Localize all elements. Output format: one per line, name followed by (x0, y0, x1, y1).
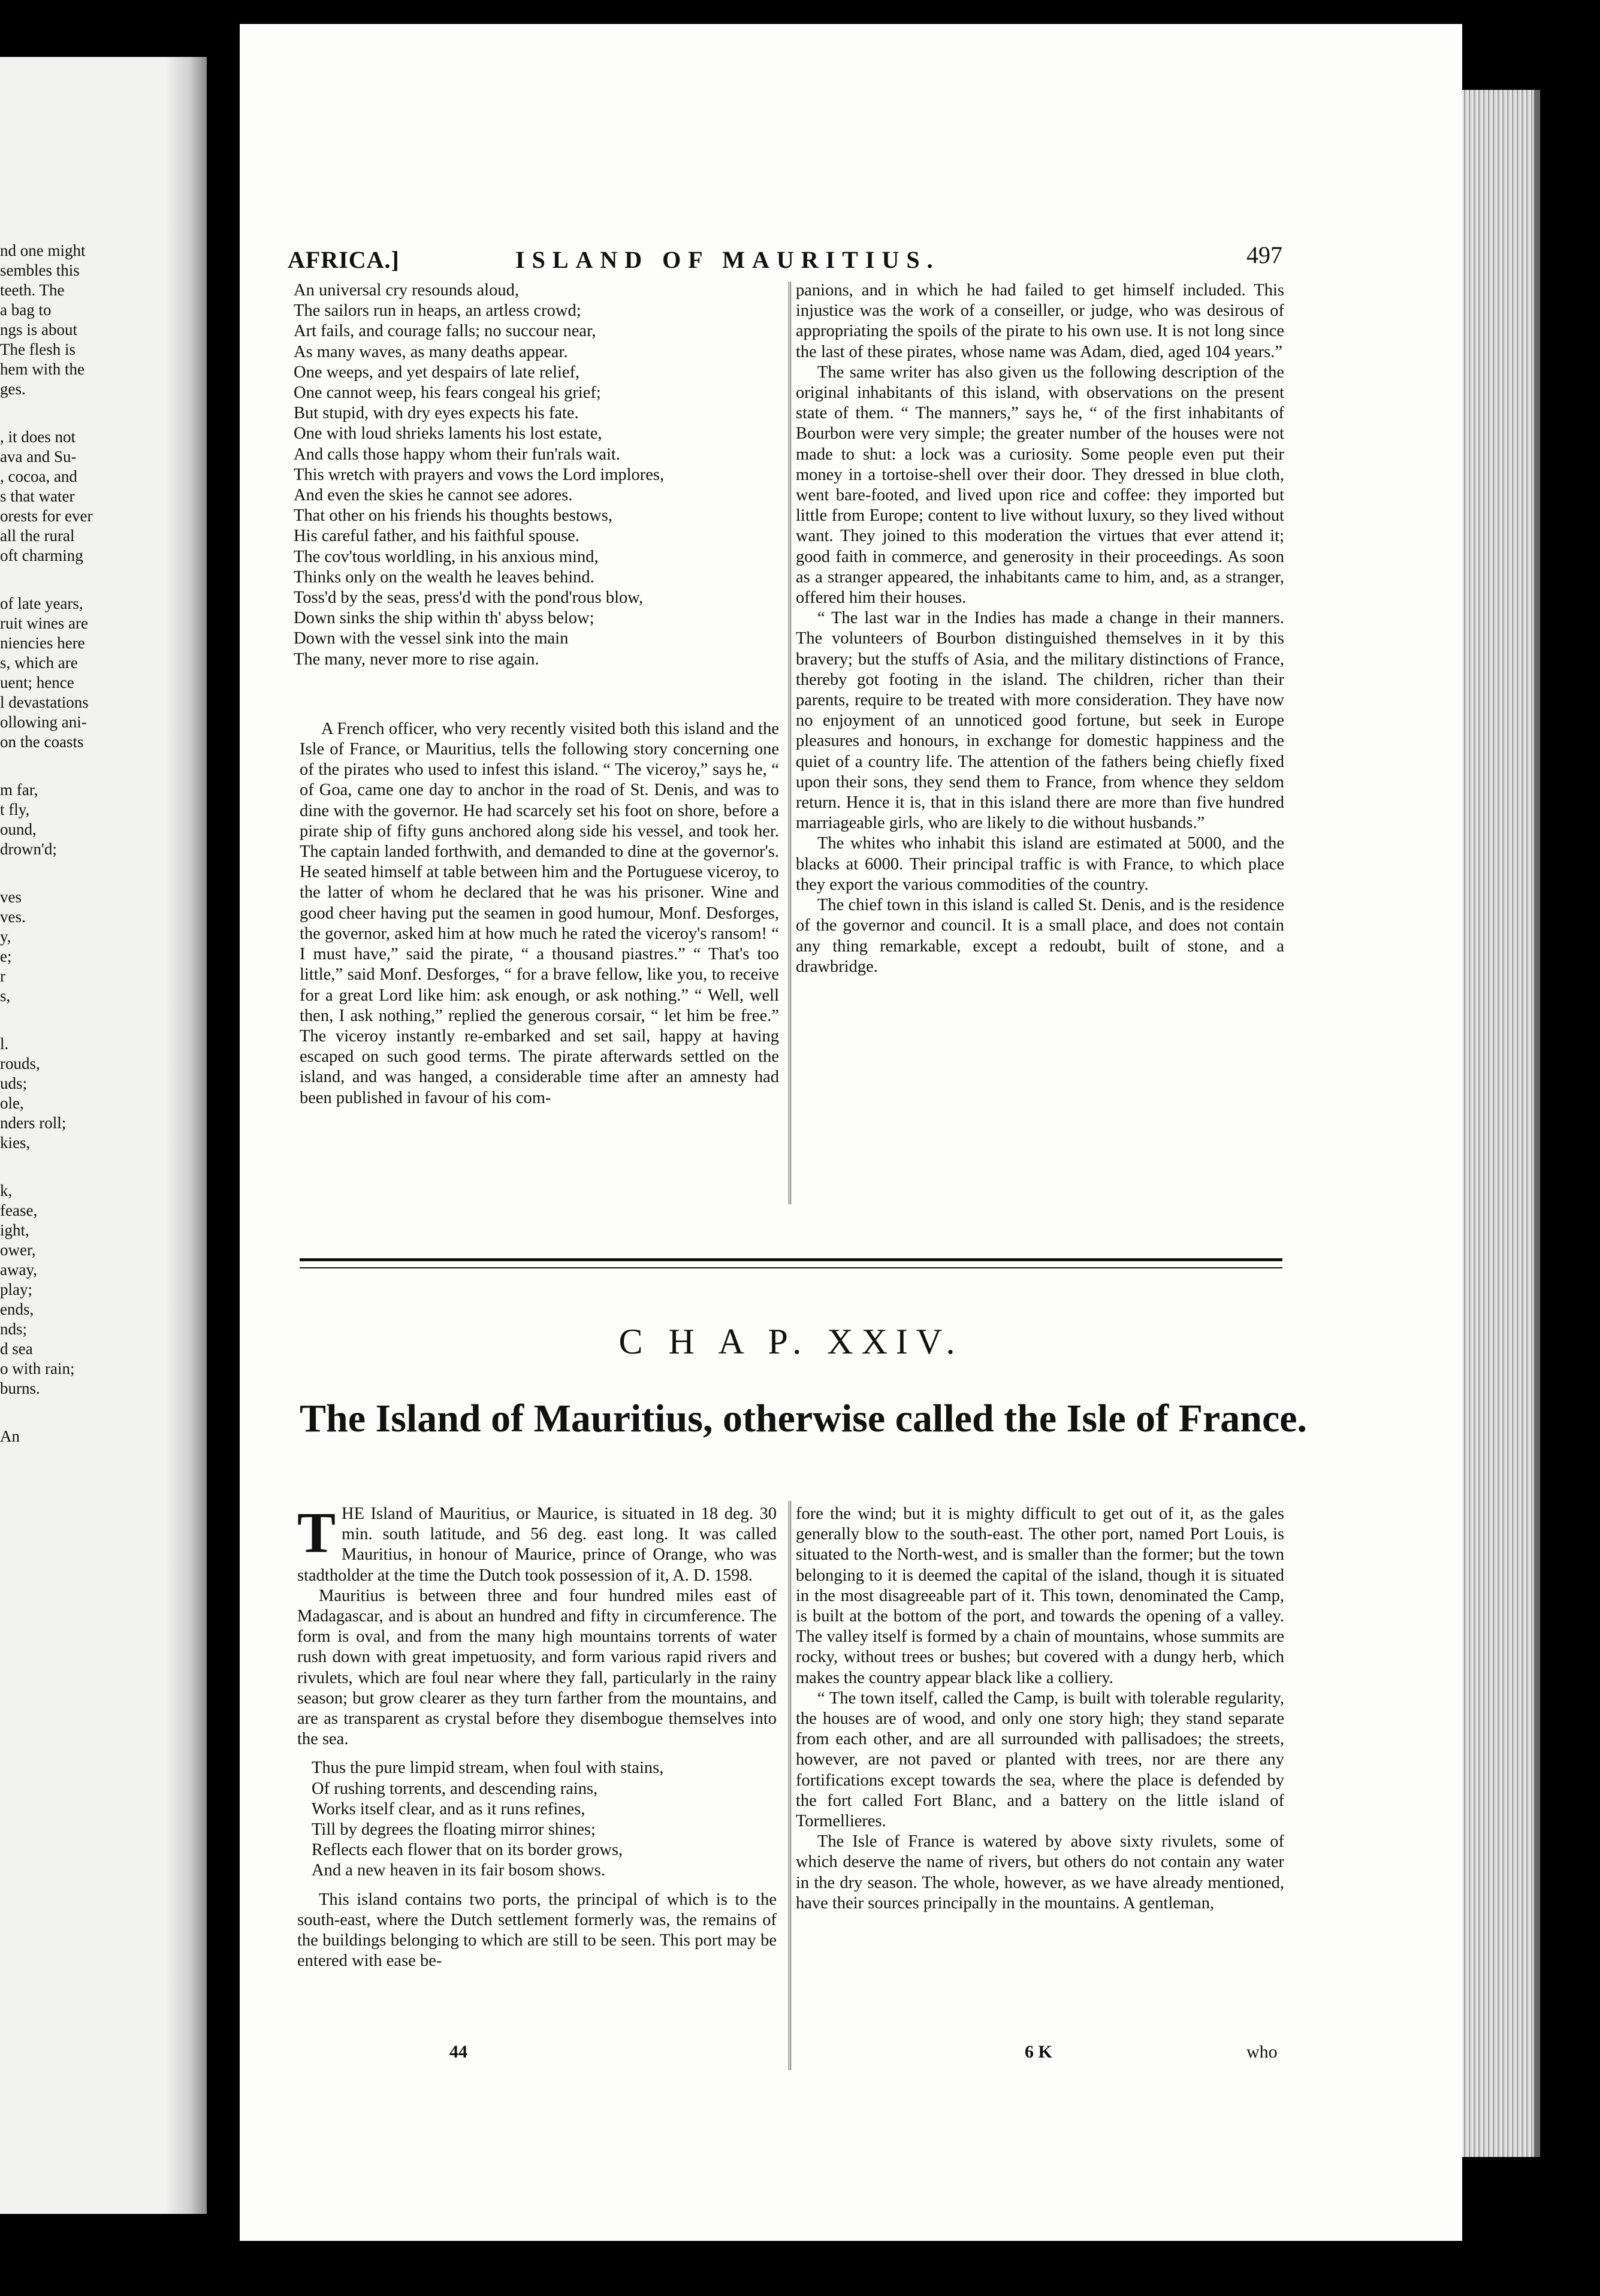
page-edges (1462, 90, 1540, 2157)
facing-page-fragment: kies, (0, 1134, 31, 1152)
body-paragraph: “ The last war in the Indies has made a change in their manners. The volunteers of Bourbon distinguished themselves in it by this bravery; but the stuffs of Asia, and the military distinctions of France, thereby got footing in the island. The children, richer than their parents, require to be treated with more consideration. They have now no enjoyment of an unnoticed good fortune, but seek in Europe pleasures and honours, in exchange for domestic happiness and the quiet of a country life. The attention of the fathers being chiefly fixed upon their sons, they send them to France, from whence they seldom return. Hence it is, that in this island there are more than five hundred marriageable girls, who are likely to die without husbands.” (796, 609, 1284, 833)
column-rule-upper (789, 282, 791, 1204)
drop-cap: T (297, 1500, 336, 1564)
facing-page-fragment: ower, (0, 1241, 36, 1259)
verse-line: One weeps, and yet despairs of late relief, (294, 362, 580, 382)
facing-page-fragment: An (0, 1427, 20, 1445)
poem-shipwreck (294, 280, 779, 670)
facing-page-fragment: all the rural (0, 527, 75, 545)
facing-page-fragment: ound, (0, 820, 37, 838)
verse-line: That other on his friends his thoughts bestows, (294, 506, 612, 525)
verse-line: Art fails, and courage falls; no succour near, (294, 322, 596, 341)
chapter-number: C H A P. XXIV. (618, 1322, 964, 1361)
facing-page-fragment: t fly, (0, 800, 30, 818)
facing-page-fragment: ava and Su- (0, 448, 77, 466)
poem-stream (312, 1758, 777, 1881)
facing-page-fragment: ollowing ani- (0, 713, 87, 731)
facing-page (0, 57, 207, 2214)
verse-line: Down with the vessel sink into the main (294, 629, 569, 648)
facing-page-fragment: ight, (0, 1221, 29, 1239)
facing-page-fragment: ngs is about (0, 321, 78, 339)
column-rule-lower (789, 1501, 791, 2070)
facing-page-fragment: a bag to (0, 301, 52, 319)
running-head-title: ISLAND OF MAURITIUS. (515, 246, 940, 273)
verse-line: And a new heaven in its fair bosom shows. (312, 1861, 605, 1880)
facing-page-fragment: nd one might (0, 241, 86, 259)
facing-page-fragment: s that water (0, 487, 75, 505)
verse-line: As many waves, as many deaths appear. (294, 342, 568, 361)
facing-page-fragment: uent; hence (0, 673, 74, 691)
verse-line: Thus the pure limpid stream, when foul with stains, (312, 1759, 664, 1778)
body-paragraph: The Isle of France is watered by above sixty rivulets, some of which deserve the name of rivers, but others do not contain any water in the dry season. The whole, however, as we have already mentioned, have their sources principally in the mountains. A gentleman, (796, 1832, 1284, 1913)
facing-page-fragment: sembles this (0, 261, 80, 279)
facing-page-fragment: ends, (0, 1300, 34, 1318)
lower-right-column (796, 1504, 1284, 1914)
facing-page-fragment: d sea (0, 1340, 33, 1358)
facing-page-fragment: teeth. The (0, 281, 65, 299)
upper-right-column (796, 280, 1284, 977)
chapter-title: The Island of Mauritius, otherwise called the Isle of France. (300, 1397, 1308, 1440)
facing-page-fragment: ges. (0, 380, 26, 398)
body-paragraph: fore the wind; but it is mighty difficult to get out of it, as the gales generally blow to the south-east. The other port, named Port Louis, is situated to the North-west, and is smaller than the former; but the town belonging to it is deemed the capital of the island, though it is situated in the most disagreeable part of it. This town, denominated the Camp, is built at the bottom of the port, and towards the opening of a valley. The valley itself is formed by a chain of mountains, whose summits are rocky, without trees or bushes; but covered with a dungy herb, which makes the country appear black like a colliery. (796, 1505, 1284, 1687)
facing-page-fragment: nds; (0, 1320, 28, 1338)
facing-page-fragment: hem with the (0, 360, 84, 378)
facing-page-fragment: , it does not (0, 428, 76, 446)
body-paragraph: The chief town in this island is called St. Denis, and is the residence of the governor and council. It is a small place, and does not contain any thing remarkable, except a redoubt, built of stone, and a drawbridge. (796, 896, 1284, 976)
facing-page-fragment: oft charming (0, 546, 83, 564)
facing-page-fragment: y, (0, 928, 11, 945)
body-paragraph: “ The town itself, called the Camp, is built with tolerable regularity, the houses are of wood, and only one story high; they stand separate from each other, and are all surrounded with pallisadoes; the streets, however, are not paved or planted with trees, nor are there any fortifications except towards the sea, where the place is defended by the fort called Fort Blanc, and a battery on the little island of Tormellieres. (796, 1688, 1284, 1831)
facing-page-fragment: nders roll; (0, 1114, 67, 1132)
page-number: 497 (1246, 241, 1282, 268)
facing-page-fragment: s, (0, 987, 11, 1005)
verse-line: An universal cry resounds aloud, (294, 281, 519, 300)
verse-line: Toss'd by the seas, press'd with the pond'rous blow, (294, 588, 644, 608)
facing-page-fragment: rouds, (0, 1055, 40, 1073)
facing-page-fragment: m far, (0, 781, 38, 799)
verse-line: And even the skies he cannot see adores. (294, 486, 573, 505)
verse-line: The sailors run in heaps, an artless crowd; (294, 301, 581, 321)
pirate-story-paragraph: A French officer, who very recently visited both this island and the Isle of France, or Mauritius, tells the following story concerning one of the pirates who used to infest this island. “ The viceroy,” says he, “ of Goa, came one day to anchor in the road of St. Denis, and was to dine with the governor. He had scarcely set his foot on shore, before a pirate ship of fifty guns anchored along side his vessel, and took her. The captain landed forthwith, and demanded to dine at the governor's. He seated himself at table between him and the Portuguese viceroy, to the latter of whom he declared that he was his prisoner. Wine and good cheer having put the seamen in good humour, Monf. Desforges, the governor, asked him at how much he rated the viceroy's ransom! “ I must have,” said the pirate, “ a thousand piastres.” “ That's too little,” said Monf. Desforges, “ for a brave fellow, like you, to receive for a great Lord like him: ask enough, or ask nothing.” “ Well, well then, I ask nothing,” replied the generous corsair, “ let him be free.” The viceroy instantly re-embarked and set sail, happy at having escaped on such good terms. The pirate afterwards settled on the island, and was hanged, a considerable time after an amnesty had been published in favour of his com- (300, 719, 779, 1107)
opening-paragraph (297, 1500, 777, 1586)
body-paragraph: The same writer has also given us the following description of the original inhabitants of this island, with observations on the present state of them. “ The manners,” says he, “ of the first inhabitants of Bourbon were very simple; the greater number of the houses were not made to shut: a lock was a curiosity. Some people even put their money in a tortoise-shell over their door. They dressed in blue cloth, went bare-footed, and lived upon rice and coffee: they imported but little from Europe; content to live without luxury, so they lived without want. They joined to this moderation the virtues that ever attend it; good faith in commerce, and generosity in their proceedings. As soon as a stranger appeared, the inhabitants came to him, and, as a stranger, offered him their houses. (796, 362, 1284, 608)
running-head-section: AFRICA.] (288, 246, 400, 273)
verse-line: But stupid, with dry eyes expects his fate. (294, 404, 579, 423)
facing-page-fragment: of late years, (0, 594, 83, 612)
facing-page-fragment: uds; (0, 1074, 28, 1092)
running-head (288, 241, 1282, 282)
verse-line: One with loud shrieks laments his lost estate, (294, 424, 602, 443)
verse-line: Works itself clear, and as it runs refines, (312, 1799, 585, 1818)
verse-line: Reflects each flower that on its border grows, (312, 1841, 623, 1860)
verse-line: Down sinks the ship within th' abyss below; (294, 609, 594, 628)
signature-mark: 44 (449, 2042, 467, 2062)
verse-line: The cov'tous worldling, in his anxious mind, (294, 547, 599, 566)
facing-page-fragment: play; (0, 1280, 32, 1298)
facing-page-fragment: orests for ever (0, 507, 93, 525)
facing-page-fragment: drown'd; (0, 840, 57, 858)
facing-page-fragment: The flesh is (0, 340, 76, 358)
facing-page-fragment: ruit wines are (0, 614, 88, 632)
facing-page-fragment: ole, (0, 1094, 24, 1112)
opening-paragraph-text: HE Island of Mauritius, or Maurice, is situated in 18 deg. 30 min. south latitude, and 56 deg. east long. It was called Mauritius, in honour of Maurice, prince of Orange, who was stadtholder at the time the Dutch took possession of it, A. D. 1598. (297, 1505, 777, 1585)
geography-paragraph: Mauritius is between three and four hundred miles east of Madagascar, and is about an hundred and fifty in circumference. The form is oval, and from the many high mountains torrents of water rush down with great impetuosity, and form various rapid rivers and rivulets, which are foul near where they fall, particularly in the rainy season; but grow clearer as they turn farther from the mountains, and are as transparent as crystal before they disembogue themselves into the sea. (297, 1586, 777, 1749)
facing-page-fragment: r (0, 967, 5, 985)
verse-line: Thinks only on the wealth he leaves behind. (294, 567, 594, 587)
signature-mark-right: 6 K (1025, 2042, 1052, 2062)
verse-line: Till by degrees the floating mirror shines; (312, 1820, 596, 1839)
ports-paragraph: This island contains two ports, the principal of which is to the south-east, where the Dutch settlement formerly was, the remains of the buildings belonging to which are still to be seen. This port may be entered with ease be- (297, 1890, 777, 1971)
lower-left-column (297, 1500, 777, 1971)
facing-page-fragment: ves. (0, 908, 26, 926)
facing-page-fragment: l devastations (0, 693, 89, 711)
verse-line: And calls those happy whom their fun'rals wait. (294, 445, 620, 464)
facing-page-fragment: ves (0, 888, 22, 906)
upper-left-column (294, 280, 779, 1108)
body-paragraph: panions, and in which he had failed to get himself included. This injustice was the work of a conseiller, or judge, who was desirous of appropriating the spoils of the pirate to his own use. It is not long since the last of these pirates, whose name was Adam, died, aged 104 years.” (796, 281, 1284, 361)
body-paragraph: The whites who inhabit this island are estimated at 5000, and the blacks at 6000. Their principal traffic is with France, to which place they export the various commodities of the country. (796, 834, 1284, 894)
facing-page-fragment: niencies here (0, 634, 85, 652)
facing-page-fragment: on the coasts (0, 733, 84, 751)
facing-page-fragment: e; (0, 947, 12, 965)
catchword: who (1246, 2042, 1278, 2062)
facing-page-fragment: o with rain; (0, 1360, 75, 1377)
verse-line: This wretch with prayers and vows the Lord implores, (294, 465, 665, 484)
facing-page-fragment: l. (0, 1035, 9, 1053)
spine-shadow (165, 57, 207, 2214)
facing-page-fragment: burns. (0, 1379, 40, 1397)
chapter-divider (300, 1258, 1282, 1268)
facing-page-fragment: s, which are (0, 654, 78, 672)
facing-page-fragment: away, (0, 1261, 37, 1279)
verse-line: One cannot weep, his fears congeal his grief; (294, 383, 601, 403)
verse-line: His careful father, and his faithful spouse. (294, 527, 579, 546)
verse-line: Of rushing torrents, and descending rains, (312, 1779, 598, 1798)
facing-page-fragment: fease, (0, 1201, 38, 1219)
facing-page-fragment: k, (0, 1182, 13, 1200)
facing-page-fragment: , cocoa, and (0, 467, 77, 485)
verse-line: The many, never more to rise again. (294, 649, 539, 669)
